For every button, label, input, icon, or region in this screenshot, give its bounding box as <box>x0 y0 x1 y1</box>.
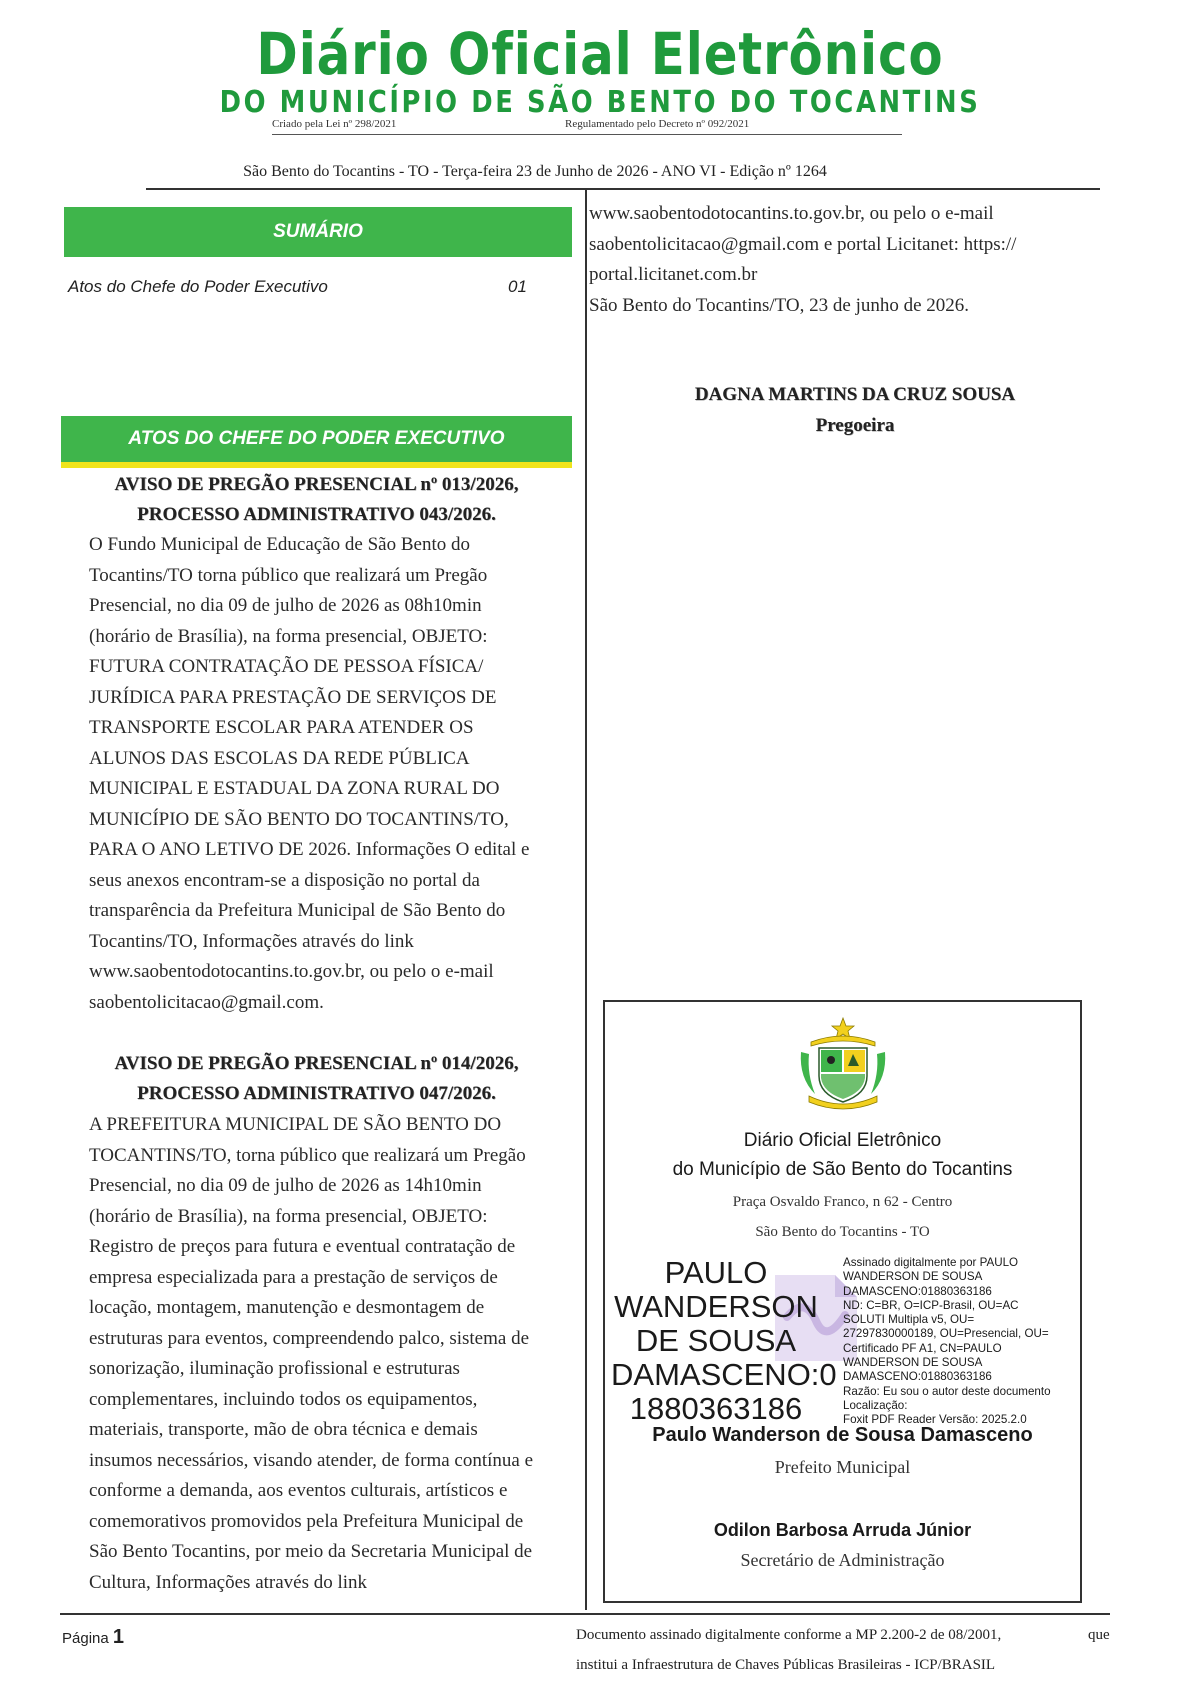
edition-line: São Bento do Tocantins - TO - Terça-feira 23 de Junho de 2026 - ANO VI - Edição nº 1264 <box>243 163 827 180</box>
page-label: Página <box>62 1630 109 1647</box>
notice2-text-line: complementares, incluindo todos os equipamentos, <box>89 1388 478 1410</box>
right-column-text-line: www.saobentodotocantins.to.gov.br, ou pelo o e-mail <box>589 203 994 224</box>
pregoeira-name: DAGNA MARTINS DA CRUZ SOUSA <box>694 384 1016 405</box>
digital-signature-details <box>843 1256 1051 1428</box>
notice1-text-line: Tocantins/TO torna público que realizará um Pregão <box>89 564 488 586</box>
digital-signature-name-line: DE SOUSA <box>635 1323 797 1358</box>
notice1-text-line: (horário de Brasília), na forma presencial, OBJETO: <box>89 625 488 647</box>
right-column-text-line: saobentolicitacao@gmail.com e portal Licitanet: https:// <box>589 233 1017 255</box>
secretary-role: Secretário de Administração <box>740 1550 945 1570</box>
secretary-name: Odilon Barbosa Arruda Júnior <box>713 1520 972 1540</box>
newspaper-subtitle: DO MUNICÍPIO DE SÃO BENTO DO TOCANTINS <box>219 85 981 120</box>
notice2-text-line: comemorativos promovidos pela Prefeitura Municipal de <box>89 1510 524 1532</box>
notice1-text-line: FUTURA CONTRATAÇÃO DE PESSOA FÍSICA/ <box>89 656 484 677</box>
footer-note-line2: institui a Infraestrutura de Chaves Públicas Brasileiras - ICP/BRASIL <box>576 1657 996 1673</box>
notice1-text-line: TRANSPORTE ESCOLAR PARA ATENDER OS <box>89 717 474 738</box>
notice2-text-line: São Bento Tocantins, por meio da Secretaria Municipal de <box>89 1541 533 1562</box>
footer-note-line1-end: que <box>1088 1627 1110 1643</box>
page-number: 1 <box>112 1626 125 1648</box>
notice1-body <box>89 530 569 1018</box>
right-column-text-line: São Bento do Tocantins/TO, 23 de junho de 2026. <box>589 294 970 316</box>
summary-title: SUMÁRIO <box>273 221 363 242</box>
notice2-body <box>89 1110 569 1598</box>
digital-signature-name <box>611 1255 837 1426</box>
box-title-line2: do Município de São Bento do Tocantins <box>672 1159 1013 1180</box>
notice1-text-line: O Fundo Municipal de Educação de São Bento do <box>89 534 470 555</box>
digital-signature-detail-line: Foxit PDF Reader Versão: 2025.2.0 <box>843 1413 1027 1427</box>
notice1-text-line: transparência da Prefeitura Municipal de São Bento do <box>89 900 506 921</box>
section-header <box>61 416 572 462</box>
box-title-line1: Diário Oficial Eletrônico <box>743 1130 942 1151</box>
digital-signature-detail-line: DAMASCENO:01880363186 <box>843 1284 992 1298</box>
notice2-text-line: conforme a demanda, aos eventos culturais, artísticos e <box>89 1480 508 1501</box>
decree-note: Regulamentado pelo Decreto nº 092/2021 <box>565 118 750 130</box>
notice2-text-line: materiais, transporte, mão de obra técnica e demais <box>89 1419 478 1440</box>
column-divider <box>585 190 587 1610</box>
newspaper-title: Diário Oficial Eletrônico <box>256 20 944 88</box>
notice1-text-line: JURÍDICA PARA PRESTAÇÃO DE SERVIÇOS DE <box>89 686 497 708</box>
notice2-text-line: Cultura, Informações através do link <box>89 1571 368 1593</box>
notice2-text-line: A PREFEITURA MUNICIPAL DE SÃO BENTO DO <box>89 1114 502 1135</box>
digital-signature-detail-line: 27297830000189, OU=Presencial, OU= <box>843 1327 1049 1341</box>
notice2-text-line: Registro de preços para futura e eventual contratação de <box>89 1236 516 1257</box>
notice2-text-line: empresa especializada para a prestação de serviços de <box>89 1266 498 1288</box>
notice1-text-line: www.saobentodotocantins.to.gov.br, ou pelo o e-mail <box>89 961 494 982</box>
digital-signature-detail-line: Razão: Eu sou o autor deste documento <box>843 1384 1051 1398</box>
municipal-coat-of-arms-icon <box>793 1016 893 1112</box>
mayor-name: Paulo Wanderson de Sousa Damasceno <box>652 1424 1033 1446</box>
summary-item-label[interactable]: Atos do Chefe do Poder Executivo <box>68 277 328 296</box>
official-signature-box <box>603 1000 1082 1603</box>
notice1-text-line: MUNICIPAL E ESTADUAL DA ZONA RURAL DO <box>89 778 500 799</box>
header-rule <box>146 188 1100 190</box>
notice1-heading-line2: PROCESSO ADMINISTRATIVO 043/2026. <box>137 504 496 525</box>
notice2-text-line: locação, montagem, manutenção e desmontagem de <box>89 1297 485 1318</box>
digital-signature-detail-line: SOLUTI Multipla v5, OU= <box>843 1313 975 1327</box>
notice1-text-line: ALUNOS DAS ESCOLAS DA REDE PÚBLICA <box>89 747 470 769</box>
notice1-text-line: Presencial, no dia 09 de julho de 2026 as 08h10min <box>89 595 482 616</box>
right-column-text-line: portal.licitanet.com.br <box>589 264 758 285</box>
digital-signature-name-line: 1880363186 <box>629 1391 803 1426</box>
notice2-text-line: Presencial, no dia 09 de julho de 2026 as 14h10min <box>89 1175 482 1196</box>
digital-signature-name-line: DAMASCENO:0 <box>611 1357 837 1392</box>
notice1-heading-line1: AVISO DE PREGÃO PRESENCIAL nº 013/2026, <box>114 474 519 495</box>
page-indicator <box>62 1626 124 1649</box>
section-title: ATOS DO CHEFE DO PODER EXECUTIVO <box>128 428 505 449</box>
notice2-text-line: TOCANTINS/TO, torna público que realizará um Pregão <box>89 1144 526 1166</box>
digital-signature-detail-line: Certificado PF A1, CN=PAULO <box>843 1341 1002 1355</box>
digital-signature-detail-line: Assinado digitalmente por PAULO <box>843 1256 1019 1269</box>
notice1-text-line: saobentolicitacao@gmail.com. <box>89 991 324 1013</box>
digital-signature-detail-line: WANDERSON DE SOUSA <box>843 1270 983 1284</box>
box-address-line2: São Bento do Tocantins - TO <box>755 1224 930 1240</box>
mayor-role: Prefeito Municipal <box>774 1457 911 1477</box>
notice2-text-line: estruturas para eventos, compreendendo palco, sistema de <box>89 1327 530 1349</box>
digital-signature-name-line: WANDERSON <box>614 1289 818 1324</box>
digital-signature-detail-line: ND: C=BR, O=ICP-Brasil, OU=AC <box>843 1298 1019 1312</box>
digital-signature-name-line: PAULO <box>664 1255 768 1290</box>
pregoeira-role: Pregoeira <box>815 415 895 436</box>
summary-header <box>64 207 572 257</box>
footer-note-line1: Documento assinado digitalmente conforme a MP 2.200-2 de 08/2001, <box>576 1627 1002 1643</box>
notice1-text-line: PARA O ANO LETIVO DE 2026. Informações O edital e <box>89 839 530 860</box>
footer-rule <box>60 1613 1110 1615</box>
section-header-underline <box>61 462 572 468</box>
notice1-text-line: seus anexos encontram-se a disposição no portal da <box>89 869 480 891</box>
digital-signature-detail-line: DAMASCENO:01880363186 <box>843 1370 992 1384</box>
summary-item-page: 01 <box>508 277 527 296</box>
notice2-heading-line2: PROCESSO ADMINISTRATIVO 047/2026. <box>137 1083 496 1104</box>
masthead-divider <box>272 134 902 135</box>
digital-signature-detail-line: Localização: <box>843 1398 908 1412</box>
notice2-text-line: insumos necessários, visando atender, de forma contínua e <box>89 1449 534 1471</box>
notice2-heading-line1: AVISO DE PREGÃO PRESENCIAL nº 014/2026, <box>114 1053 519 1074</box>
digital-signature-detail-line: WANDERSON DE SOUSA <box>843 1356 983 1370</box>
law-note: Criado pela Lei nº 298/2021 <box>272 118 397 130</box>
notice2-text-line: (horário de Brasília), na forma presencial, OBJETO: <box>89 1205 488 1227</box>
notice1-text-line: MUNICÍPIO DE SÃO BENTO DO TOCANTINS/TO, <box>89 808 509 830</box>
notice1-text-line: Tocantins/TO, Informações através do link <box>89 930 414 952</box>
right-column-body <box>589 199 1099 321</box>
notice2-text-line: sonorização, iluminação profissional e estruturas <box>89 1358 460 1379</box>
box-address-line1: Praça Osvaldo Franco, n 62 - Centro <box>732 1194 953 1210</box>
